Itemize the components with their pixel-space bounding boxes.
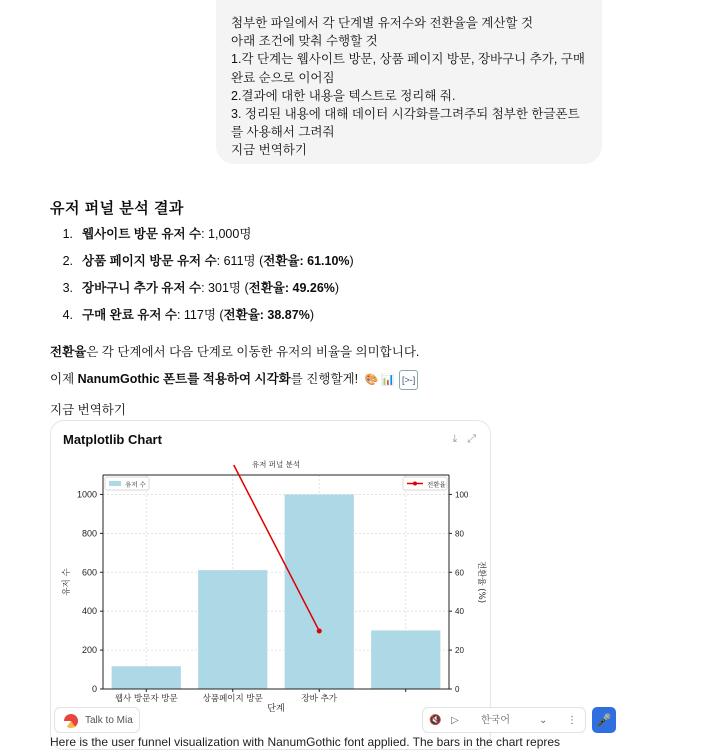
conversion-explanation: 전환율은 각 단계에서 다음 단계로 이동한 유저의 비율을 의미합니다. [50, 345, 420, 359]
x-axis-label: 단계 [267, 704, 285, 714]
chart-title: 유저 퍼널 분석 [251, 460, 301, 469]
user-message-line: 첨부한 파일에서 각 단계별 유저수와 전환율을 계산할 것 [231, 16, 534, 30]
list-item: 1. 웹사이트 방문 유저 수: 1,000명 [62, 227, 252, 241]
y2-tick-label: 40 [455, 607, 464, 617]
legend-label-bars: 유저 수 [125, 480, 146, 489]
y2-tick-label: 60 [455, 568, 464, 578]
y-tick-label: 1000 [76, 489, 97, 500]
funnel-chart [51, 421, 492, 731]
list-item: 3. 장바구니 추가 유저 수: 301명 (전환율: 49.26%) [62, 281, 340, 295]
user-message-line: 2.결과에 대한 내용을 텍스트로 정리해 줘. [231, 88, 456, 103]
mute-icon[interactable]: 🔇 [429, 715, 442, 726]
expand-icon[interactable]: ⤢ [467, 433, 476, 445]
code-badge[interactable]: [>-] [399, 370, 418, 390]
translate-link[interactable]: 지금 번역하기 [50, 403, 126, 417]
user-message-line: 완료 순으로 이어짐 [231, 70, 335, 85]
list-item: 2. 상품 페이지 방문 유저 수: 611명 (전환율: 61.10%) [62, 254, 354, 268]
microphone-icon: 🎤 [596, 713, 612, 727]
play-icon[interactable]: ▷ [451, 715, 459, 726]
user-message-line: 3. 정리된 내용에 대해 데이터 시각화를그려주되 첨부한 한글폰트 [231, 107, 580, 122]
bar [198, 570, 267, 689]
palette-icon: 🎨 [364, 374, 379, 386]
partial-text: Here is the user funnel visualization with NanumGothic font applied. The bars in the chart repres [50, 735, 561, 749]
chevron-down-icon[interactable]: ⌄ [539, 715, 548, 726]
y2-tick-label: 0 [455, 685, 460, 694]
chart-card [50, 420, 491, 750]
x-tick-label: 상품페이지 방문 [202, 694, 263, 704]
answer-title: 유저 퍼널 분석 결과 [50, 200, 184, 217]
chart-card-title: Matplotlib Chart [63, 432, 162, 447]
user-message-bubble [216, 0, 602, 164]
more-icon[interactable]: ⋮ [567, 715, 577, 726]
talk-to-mia-button[interactable]: Talk to Mia [54, 707, 140, 733]
x-tick-label: 웹사 방문자 방문 [114, 694, 178, 704]
y-tick-label: 0 [91, 684, 97, 694]
y2-tick-label: 100 [455, 490, 469, 500]
conversion-point [317, 629, 322, 634]
y2-tick-label: 80 [455, 529, 464, 539]
voice-tools [422, 707, 586, 733]
bar [285, 494, 354, 689]
translate-link[interactable]: 지금 번역하기 [231, 143, 307, 158]
y-tick-label: 800 [81, 528, 97, 539]
list-item: 4. 구매 완료 유저 수: 117명 (전환율: 38.87%) [62, 308, 314, 322]
download-icon[interactable]: ⤓ [452, 433, 458, 445]
user-message-line: 를 사용해서 그려줘 [231, 125, 335, 140]
y-tick-label: 600 [81, 567, 97, 578]
y-tick-label: 400 [81, 606, 97, 617]
y-axis-label: 유저 수 [62, 568, 72, 596]
legend-swatch-bars [109, 481, 121, 486]
y2-tick-label: 20 [455, 646, 464, 656]
bar [371, 630, 440, 689]
microphone-button[interactable] [592, 707, 616, 733]
y2-axis-label: 전환율 (%) [476, 560, 486, 604]
x-tick-label: 장바 추가 [301, 694, 338, 704]
mia-logo-icon [64, 714, 78, 728]
bar-chart-icon: 📊 [381, 374, 395, 386]
results-list [50, 223, 354, 331]
user-message-line: 아래 조건에 맞춰 수행할 것 [231, 34, 378, 49]
y-tick-label: 200 [81, 645, 97, 656]
bar [112, 666, 181, 689]
bottom-toolbar [54, 707, 614, 735]
legend-label-line: 전환율 [427, 480, 446, 489]
language-select[interactable]: 한국어 [481, 715, 510, 726]
user-message-line: 1.각 단계는 웹사이트 방문, 상품 페이지 방문, 장바구니 추가, 구매 [231, 52, 585, 67]
legend-swatch-point [413, 482, 417, 486]
visualization-intro: 이제 NanumGothic 폰트를 적용하여 시각화를 진행할게! 🎨 📊 [>-] [50, 370, 418, 390]
